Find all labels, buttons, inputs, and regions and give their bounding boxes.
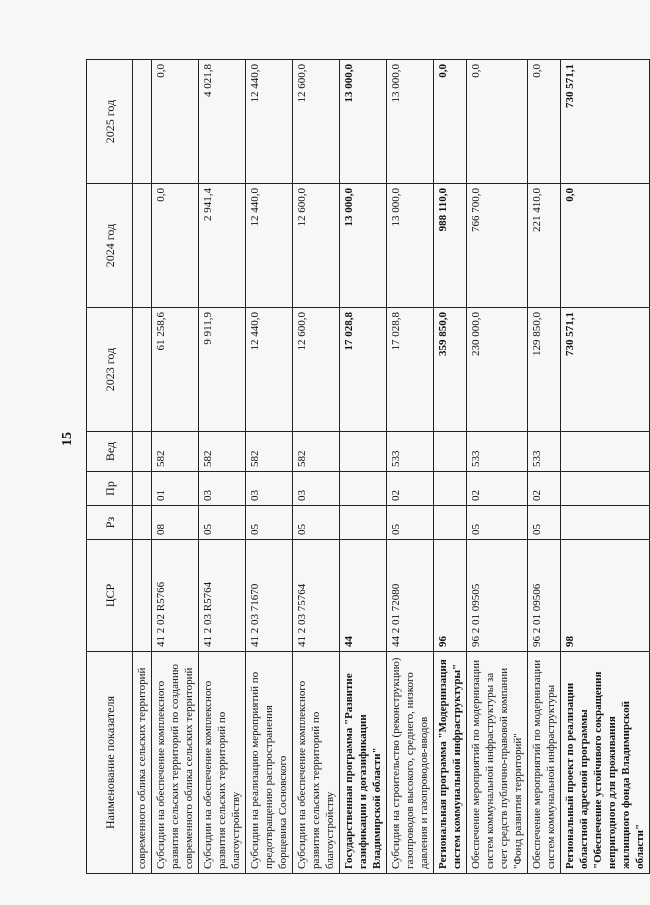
row-ved — [434, 432, 467, 472]
row-pr — [340, 472, 387, 506]
row-2024: 12 600,0 — [293, 184, 340, 308]
row-ved: 582 — [152, 432, 199, 472]
row-pr: 03 — [293, 472, 340, 506]
row-2025: 4 021,8 — [199, 60, 246, 184]
row-csr: 44 2 01 72080 — [387, 540, 434, 652]
header-2023: 2023 год — [87, 308, 133, 432]
row-2023: 61 258,6 — [152, 308, 199, 432]
header-csr: ЦСР — [87, 540, 133, 652]
row-2023: 17 028,8 — [387, 308, 434, 432]
row-csr: 41 2 03 71670 — [246, 540, 293, 652]
row-rz: 05 — [528, 506, 561, 540]
row-ved — [340, 432, 387, 472]
row-pr — [133, 472, 152, 506]
row-rz — [434, 506, 467, 540]
table-row — [293, 60, 340, 874]
row-ved — [561, 432, 650, 472]
header-rz: Рз — [87, 506, 133, 540]
row-csr: 44 — [340, 540, 387, 652]
row-ved: 533 — [387, 432, 434, 472]
table-body — [133, 60, 650, 874]
table-row — [246, 60, 293, 874]
row-csr: 96 2 01 09506 — [528, 540, 561, 652]
row-2024: 988 110,0 — [434, 184, 467, 308]
row-2025: 0,0 — [528, 60, 561, 184]
row-ved: 533 — [467, 432, 528, 472]
row-csr: 41 2 03 75764 — [293, 540, 340, 652]
row-2024: 221 410,0 — [528, 184, 561, 308]
row-ved — [133, 432, 152, 472]
row-ved: 582 — [293, 432, 340, 472]
rotated-table-wrapper — [86, 61, 646, 874]
row-name: Субсидии на обеспечение комплексного развития сельских территорий по благоустройству — [293, 652, 340, 874]
row-2023: 730 571,1 — [561, 308, 650, 432]
row-2023 — [133, 308, 152, 432]
table-row — [434, 60, 467, 874]
row-pr — [434, 472, 467, 506]
row-2023: 230 000,0 — [467, 308, 528, 432]
table-row — [152, 60, 199, 874]
row-2023: 12 440,0 — [246, 308, 293, 432]
row-2025: 13 000,0 — [340, 60, 387, 184]
row-csr: 96 — [434, 540, 467, 652]
table-row — [340, 60, 387, 874]
row-2023: 9 911,9 — [199, 308, 246, 432]
row-2024: 2 941,4 — [199, 184, 246, 308]
row-2025: 730 571,1 — [561, 60, 650, 184]
row-2023: 17 028,8 — [340, 308, 387, 432]
table-row — [199, 60, 246, 874]
table-row — [467, 60, 528, 874]
header-2025: 2025 год — [87, 60, 133, 184]
row-pr: 02 — [528, 472, 561, 506]
row-2025: 0,0 — [467, 60, 528, 184]
row-rz — [340, 506, 387, 540]
row-name: Обеспечение мероприятий по модернизации систем коммунальной инфраструктуры за счет средств публично-правовой компании "Фонд развития территорий" — [467, 652, 528, 874]
row-pr: 03 — [246, 472, 293, 506]
row-2024: 0,0 — [561, 184, 650, 308]
row-csr: 41 2 02 R5766 — [152, 540, 199, 652]
row-2024: 0,0 — [152, 184, 199, 308]
row-name: Региональная программа "Модернизация систем коммунальной инфраструктуры" — [434, 652, 467, 874]
row-csr: 98 — [561, 540, 650, 652]
row-ved: 582 — [199, 432, 246, 472]
row-2023: 359 850,0 — [434, 308, 467, 432]
row-2024: 13 000,0 — [387, 184, 434, 308]
row-2024: 13 000,0 — [340, 184, 387, 308]
row-2025: 12 440,0 — [246, 60, 293, 184]
row-name: современного облика сельских территорий — [133, 652, 152, 874]
row-pr — [561, 472, 650, 506]
row-ved: 533 — [528, 432, 561, 472]
table-row — [561, 60, 650, 874]
row-rz — [133, 506, 152, 540]
row-rz — [561, 506, 650, 540]
table-row — [387, 60, 434, 874]
row-name: Обеспечение мероприятий по модернизации систем коммунальной инфраструктуры — [528, 652, 561, 874]
row-pr: 02 — [467, 472, 528, 506]
row-name: Субсидия на строительство (реконструкцию) газопроводов высокого, среднего, низкого давления и газопроводов-вводов — [387, 652, 434, 874]
row-2025: 0,0 — [434, 60, 467, 184]
row-rz: 05 — [467, 506, 528, 540]
header-ved: Вед — [87, 432, 133, 472]
table-row — [528, 60, 561, 874]
table-header-row — [87, 60, 133, 874]
page-number: 15 — [60, 432, 75, 446]
row-2023: 129 850,0 — [528, 308, 561, 432]
row-2025 — [133, 60, 152, 184]
row-ved: 582 — [246, 432, 293, 472]
header-2024: 2024 год — [87, 184, 133, 308]
row-rz: 05 — [293, 506, 340, 540]
row-2024: 12 440,0 — [246, 184, 293, 308]
table-row — [133, 60, 152, 874]
header-name: Наименование показателя — [87, 652, 133, 874]
row-2025: 12 600,0 — [293, 60, 340, 184]
row-pr: 03 — [199, 472, 246, 506]
row-csr: 96 2 01 09505 — [467, 540, 528, 652]
row-2025: 0,0 — [152, 60, 199, 184]
row-pr: 01 — [152, 472, 199, 506]
row-csr: 41 2 03 R5764 — [199, 540, 246, 652]
row-rz: 08 — [152, 506, 199, 540]
row-pr: 02 — [387, 472, 434, 506]
row-rz: 05 — [387, 506, 434, 540]
row-csr — [133, 540, 152, 652]
row-name: Субсидии на обеспечение комплексного развития сельских территорий по благоустройству — [199, 652, 246, 874]
row-name: Субсидии на реализацию мероприятий по предотвращению распространения борщевика Сосновского — [246, 652, 293, 874]
row-name: Субсидии на обеспечение комплексного развития сельских территорий по созданию современного облика сельских территорий — [152, 652, 199, 874]
row-2023: 12 600,0 — [293, 308, 340, 432]
row-name: Государственная программа "Развитие газификации и догазификации Владимирской области" — [340, 652, 387, 874]
row-2024 — [133, 184, 152, 308]
row-2025: 13 000,0 — [387, 60, 434, 184]
header-pr: Пр — [87, 472, 133, 506]
row-rz: 05 — [199, 506, 246, 540]
row-rz: 05 — [246, 506, 293, 540]
budget-table — [86, 59, 650, 874]
row-name: Региональный проект по реализации областной адресной программы "Обеспечение устойчивого сокращения непригодного для проживания жилищного фонда Владимирской области" — [561, 652, 650, 874]
row-2024: 766 700,0 — [467, 184, 528, 308]
